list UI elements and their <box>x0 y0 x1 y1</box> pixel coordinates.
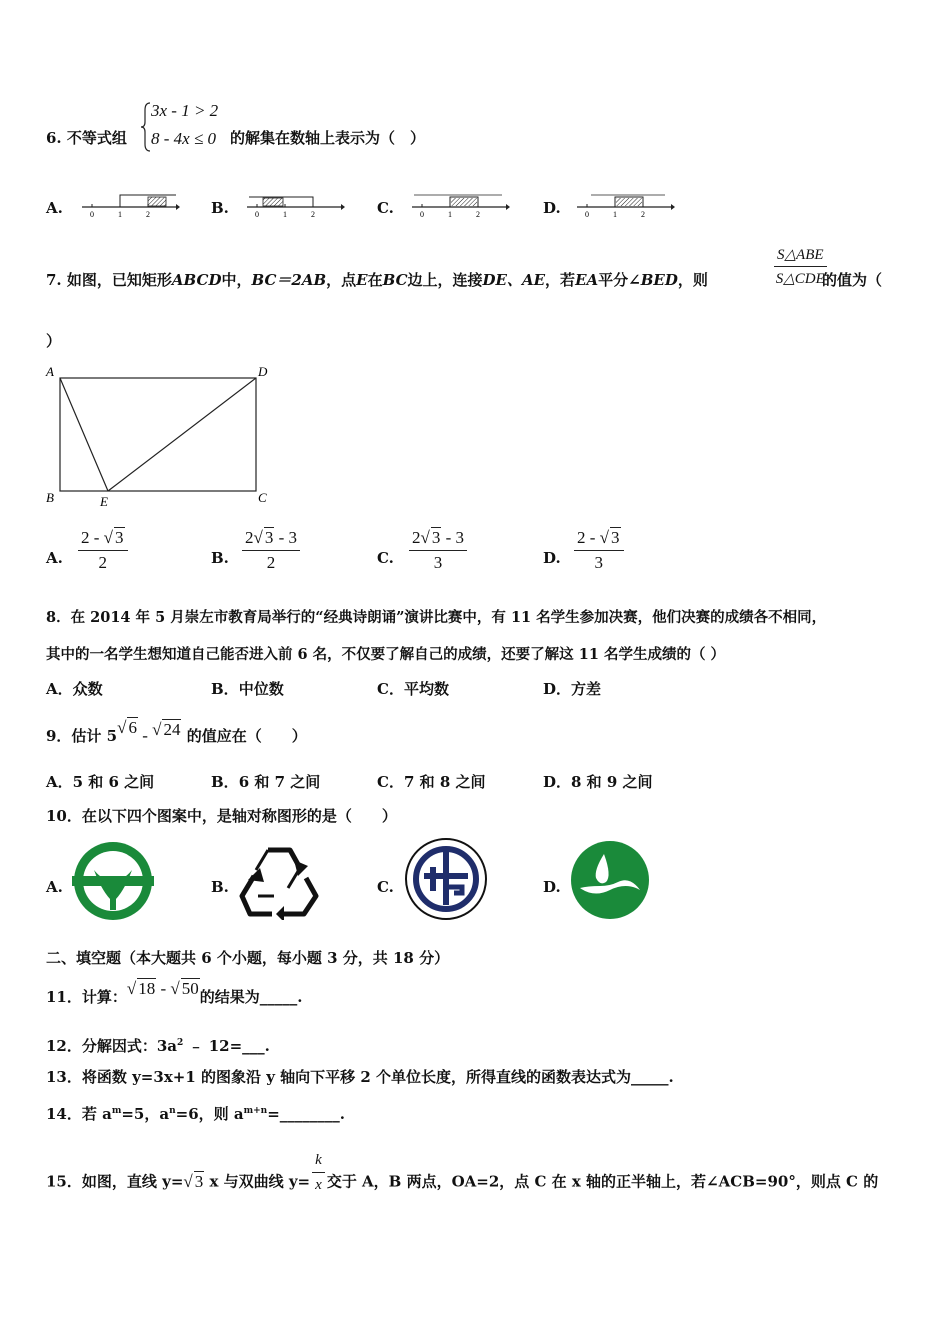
q9-stem: 9．估计 5√ 6 - √ 24 的值应在（ ） <box>46 718 307 745</box>
q7-option-c-label[interactable]: C. <box>377 549 394 567</box>
tick-2: 2 <box>641 210 645 218</box>
q9-option-b[interactable]: B．6 和 7 之间 <box>211 773 321 791</box>
tick-0: 0 <box>585 210 589 218</box>
q7-stem-tail: 的值为（ <box>822 271 883 289</box>
q12-stem: 12．分解因式：$3a^2$ ﹣ 12=___. <box>46 1037 270 1055</box>
q6-stem: 6. 不等式组 <box>46 129 127 147</box>
vertex-c: C <box>258 490 267 505</box>
q7-option-b-label[interactable]: B. <box>211 549 229 567</box>
tick-2: 2 <box>146 210 150 218</box>
q7-option-c-value[interactable]: $\frac{2√ 3 - 3}{3}$ <box>409 527 467 573</box>
q7-stem: 7. 如图，已知矩形ABCD中，BC＝2AB，点E在BC边上，连接DE、AE，若EA平分∠BED，则 <box>46 271 708 289</box>
tick-1: 1 <box>118 210 122 218</box>
vertex-e: E <box>100 494 108 509</box>
q7-option-b-value[interactable]: $\frac{2√ 3 - 3}{2}$ <box>242 527 300 573</box>
water-drop-logo-icon[interactable] <box>570 840 650 920</box>
tick-0: 0 <box>255 210 259 218</box>
tick-0: 0 <box>90 210 94 218</box>
q6-option-a-numberline[interactable] <box>80 188 180 218</box>
q9-option-c[interactable]: C．7 和 8 之间 <box>377 773 486 791</box>
tick-1: 1 <box>613 210 617 218</box>
tick-1: 1 <box>283 210 287 218</box>
q7-area-fraction: S△ABE S△CDE <box>775 247 825 287</box>
q6-stem-tail: 的解集在数轴上表示为（ ） <box>230 129 426 147</box>
q10-option-a-label[interactable]: A. <box>46 878 63 896</box>
q13-stem: 13．将函数 y=3x+1 的图象沿 y 轴向下平移 2 个单位长度，所得直线的函数表达式为_____. <box>46 1068 674 1086</box>
q6-option-d-numberline[interactable] <box>575 188 675 218</box>
q6-option-d-label[interactable]: D. <box>543 199 561 217</box>
q7-option-d-value[interactable]: $\frac{2 - √ 3}{3}$ <box>574 527 624 573</box>
tick-0: 0 <box>420 210 424 218</box>
q14-stem: 14．若 $a^m=5$，$a^n=6$，则 $a^{m+n}=\_\_\_\_\_\_\_\_$. <box>46 1105 345 1123</box>
q6-option-b-numberline[interactable] <box>245 188 345 218</box>
q8-option-d[interactable]: D．方差 <box>543 680 602 698</box>
q11-stem: 11．计算：√ 18 - √ 50的结果为_____. <box>46 979 303 1006</box>
q10-option-c-label[interactable]: C. <box>377 878 394 896</box>
q10-option-b-label[interactable]: B. <box>211 878 229 896</box>
q6-option-b-label[interactable]: B. <box>211 199 229 217</box>
q7-close-paren: ） <box>46 332 62 350</box>
inequality-2: 8 - 4x ≤ 0 <box>151 129 217 148</box>
q7-option-a-label[interactable]: A. <box>46 549 63 567</box>
section-2-heading: 二、填空题（本大题共 6 个小题，每小题 3 分，共 18 分） <box>46 949 450 967</box>
q9-option-d[interactable]: D．8 和 9 之间 <box>543 773 653 791</box>
tick-2: 2 <box>311 210 315 218</box>
q7-option-a-value[interactable]: $\frac{2 - √ 3}{2}$ <box>78 527 128 573</box>
q9-option-a[interactable]: A．5 和 6 之间 <box>46 773 155 791</box>
q8-stem-line1: 8．在 2014 年 5 月崇左市教育局举行的“经典诗朗诵”演讲比赛中，有 11 名学生参加决赛，他们决赛的成绩各不相同， <box>46 609 827 626</box>
vertex-a: A <box>46 364 54 379</box>
inequality-system <box>140 100 230 154</box>
q8-option-a[interactable]: A．众数 <box>46 680 103 698</box>
recycle-icon[interactable] <box>238 840 320 920</box>
q6-option-c-numberline[interactable] <box>410 188 510 218</box>
q10-option-d-label[interactable]: D. <box>543 878 561 896</box>
q6-option-a-label[interactable]: A. <box>46 199 63 217</box>
green-food-logo-icon[interactable] <box>72 840 154 922</box>
rectangle-figure <box>40 360 280 510</box>
q8-option-c[interactable]: C．平均数 <box>377 680 449 698</box>
q8-option-b[interactable]: B．中位数 <box>211 680 284 698</box>
vertex-b: B <box>46 490 54 505</box>
inequality-1: 3x - 1 > 2 <box>151 101 219 120</box>
q15-stem: 15．如图，直线 y=√ 3 x 与双曲线 y= $\frac{k}{x}$ 交于 A，B 两点，OA=2，点 C 在 x 轴的正半轴上，若∠ACB=90°，则点 C 的 <box>46 1152 879 1193</box>
vertex-d: D <box>258 364 268 379</box>
question-number: 6. <box>46 129 62 147</box>
tick-2: 2 <box>476 210 480 218</box>
q8-stem-line2: 其中的一名学生想知道自己能否进入前 6 名，不仅要了解自己的成绩，还要了解这 11 名学生成绩的（ ） <box>46 646 726 663</box>
q10-stem: 10．在以下四个图案中，是轴对称图形的是（ ） <box>46 807 397 825</box>
q7-option-d-label[interactable]: D. <box>543 549 561 567</box>
circle-emblem-icon[interactable] <box>404 837 488 921</box>
tick-1: 1 <box>448 210 452 218</box>
q6-option-c-label[interactable]: C. <box>377 199 394 217</box>
